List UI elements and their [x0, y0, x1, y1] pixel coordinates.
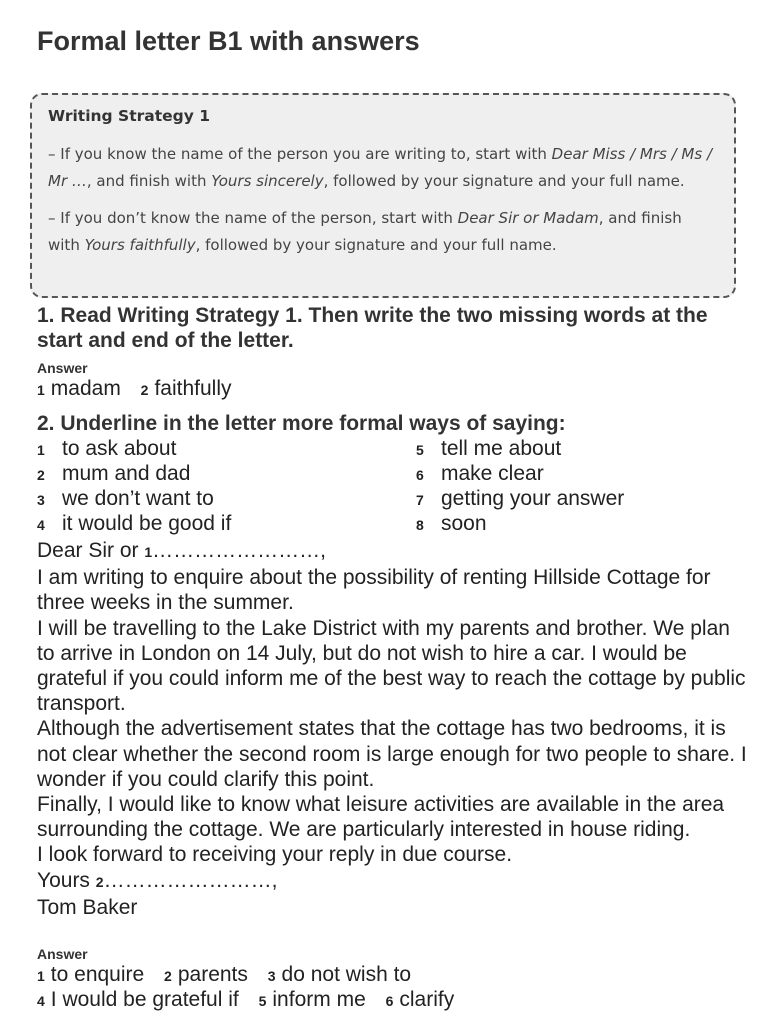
letter-paragraph: I will be travelling to the Lake District with my parents and brother. We plan to arrive in London on 14 July, but do not wish to hire a car. I would be grateful if you could inform me of the best way to reach the cottage by public transport.	[37, 616, 746, 716]
item-number: 7	[416, 492, 424, 508]
answer-line-q2-2	[37, 988, 454, 1012]
strategy-emphasis: Dear Sir or Madam	[457, 209, 599, 227]
answer-text: I would be grateful if	[50, 988, 239, 1011]
item-number: 4	[37, 517, 45, 533]
answer-text: parents	[177, 963, 248, 986]
blank-number: 2	[95, 873, 104, 890]
letter-paragraph: Although the advertisement states that the cottage has two bedrooms, it is not clear whether the second room is large enough for two people to share. I wonder if you could clarify this point.	[37, 717, 747, 791]
letter-paragraph: I look forward to receiving your reply in due course.	[37, 843, 513, 867]
letter-signature: Tom Baker	[37, 895, 138, 919]
item-text: getting your answer	[441, 487, 625, 510]
blank-dots: ……………………,	[152, 539, 326, 562]
item-number: 6	[416, 467, 424, 483]
strategy-emphasis: Dear Miss / Mrs / Ms / Mr …	[48, 145, 712, 190]
letter-salutation	[37, 538, 752, 565]
answer-number: 2	[140, 382, 149, 398]
item-number: 8	[416, 517, 424, 533]
letter-body	[37, 538, 752, 920]
answer-number: 1	[37, 382, 45, 398]
writing-strategy-box	[30, 93, 736, 298]
list-item	[37, 437, 176, 461]
answer-number: 2	[164, 968, 172, 984]
item-text: soon	[441, 512, 487, 535]
list-item	[37, 487, 214, 511]
answer-label: Answer	[37, 360, 88, 376]
blank-dots: ……………………,	[103, 868, 278, 892]
strategy-text: , and finish with	[86, 172, 212, 190]
answer-text: faithfully	[154, 377, 232, 400]
item-number: 2	[37, 467, 45, 483]
list-item	[416, 437, 561, 461]
blank-number: 1	[144, 544, 153, 560]
item-text: tell me about	[441, 437, 562, 460]
answer-line-q1	[37, 377, 232, 401]
list-item	[416, 512, 487, 536]
answer-text: clarify	[399, 988, 455, 1011]
item-text: make clear	[441, 462, 544, 485]
item-text: we don’t want to	[62, 487, 214, 510]
answer-number: 5	[258, 993, 267, 1009]
list-item	[416, 462, 544, 486]
letter-paragraph: I am writing to enquire about the possibility of renting Hillside Cottage for three weeks in the summer.	[37, 566, 711, 615]
item-number: 1	[37, 442, 45, 458]
item-number: 5	[416, 442, 424, 458]
answer-label: Answer	[37, 946, 88, 962]
answer-number: 1	[37, 968, 45, 984]
closing-text: Yours	[37, 868, 96, 892]
strategy-text: – If you know the name of the person you are writing to, start with	[48, 145, 552, 163]
letter-closing	[37, 868, 752, 895]
answer-number: 6	[385, 993, 394, 1009]
answer-number: 3	[267, 968, 276, 984]
strategy-item-2	[48, 205, 718, 259]
letter-paragraph: Finally, I would like to know what leisure activities are available in the area surrounding the cottage. We are particularly interested in house riding.	[37, 793, 725, 842]
question-1: 1. Read Writing Strategy 1. Then write the two missing words at the start and end of the letter.	[37, 304, 708, 352]
item-text: mum and dad	[62, 462, 191, 485]
strategy-heading: Writing Strategy 1	[48, 107, 211, 125]
answer-text: to enquire	[50, 963, 145, 986]
strategy-item-1	[48, 141, 718, 195]
item-text: to ask about	[62, 437, 177, 460]
strategy-text: – If you don’t know the name of the person, start with	[48, 209, 458, 227]
strategy-emphasis: Yours faithfully	[84, 236, 196, 254]
answer-text: inform me	[272, 988, 366, 1011]
list-item	[37, 512, 231, 536]
item-number: 3	[37, 492, 45, 508]
page-title: Formal letter B1 with answers	[37, 26, 420, 56]
strategy-text: , followed by your signature and your full name.	[323, 172, 685, 190]
list-item	[416, 487, 624, 511]
strategy-emphasis: Yours sincerely	[211, 172, 324, 190]
list-item	[37, 462, 190, 486]
strategy-text: , and finish with	[48, 209, 682, 254]
salutation-text: Dear Sir or	[37, 539, 145, 562]
answer-number: 4	[37, 993, 45, 1009]
answer-line-q2-1	[37, 963, 411, 987]
answer-text: madam	[50, 377, 121, 400]
question-2: 2. Underline in the letter more formal ways of saying:	[37, 412, 566, 435]
item-text: it would be good if	[62, 512, 232, 535]
answer-text: do not wish to	[281, 963, 412, 986]
strategy-text: , followed by your signature and your full name.	[195, 236, 557, 254]
